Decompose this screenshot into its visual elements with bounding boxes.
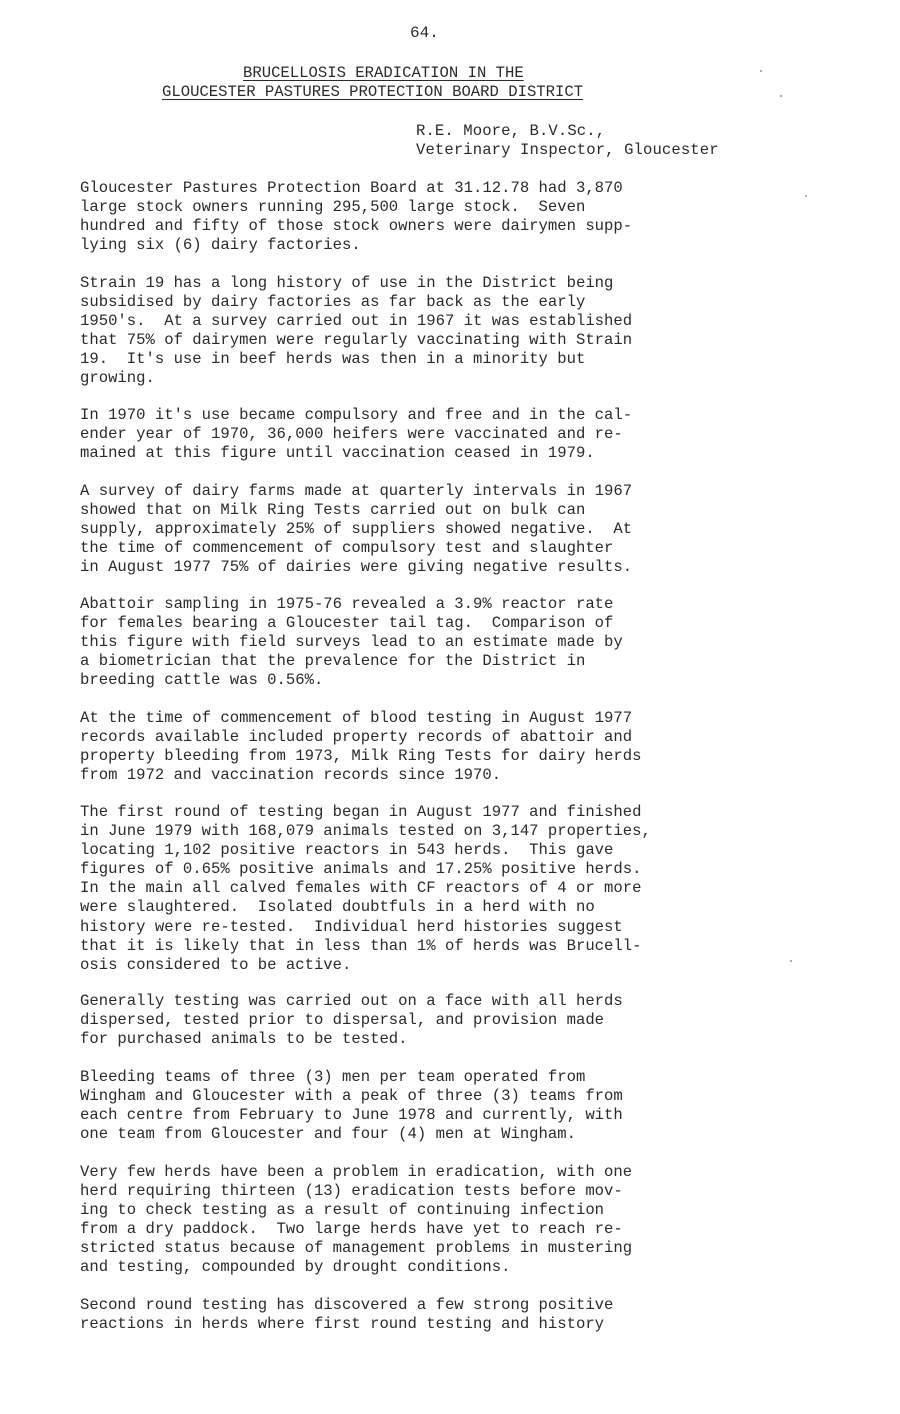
text-line: that it is likely that in less than 1% of herds was Brucell- xyxy=(80,936,642,955)
text-line: in August 1977 75% of dairies were giving negative results. xyxy=(80,558,633,577)
title-line-2: GLOUCESTER PASTURES PROTECTION BOARD DISTRICT xyxy=(162,83,584,101)
text-line: Strain 19 has a long history of use in the District being xyxy=(80,274,614,292)
paragraph xyxy=(80,1163,632,1278)
text-line: reactions in herds where first round testing and history xyxy=(80,1315,605,1334)
text-line: dispersed, tested prior to dispersal, and provision made xyxy=(80,1011,605,1030)
text-line: Wingham and Gloucester with a peak of three (3) teams from xyxy=(80,1087,623,1106)
text-line: Abattoir sampling in 1975-76 revealed a 3.9% reactor rate xyxy=(80,595,614,613)
text-line: Bleeding teams of three (3) men per team operated from xyxy=(80,1068,586,1086)
text-line: mained at this figure until vaccination ceased in 1979. xyxy=(80,444,595,463)
text-line: Gloucester Pastures Protection Board at 31.12.78 had 3,870 xyxy=(80,179,623,197)
paragraph xyxy=(80,1068,623,1144)
text-line: for females bearing a Gloucester tail tag. Comparison of xyxy=(80,614,614,633)
paragraph xyxy=(80,179,632,255)
text-line: stricted status because of management problems in mustering xyxy=(80,1239,633,1258)
text-line: and testing, compounded by drought conditions. xyxy=(80,1258,511,1277)
text-line: were slaughtered. Isolated doubtfuls in a herd with no xyxy=(80,898,595,917)
text-line: each centre from February to June 1978 and currently, with xyxy=(80,1106,623,1125)
author-position: Veterinary Inspector, Gloucester xyxy=(416,141,719,159)
text-line: in June 1979 with 168,079 animals tested on 3,147 properties, xyxy=(80,822,651,841)
text-line: Generally testing was carried out on a face with all herds xyxy=(80,992,623,1010)
text-line: history were re-tested. Individual herd histories suggest xyxy=(80,917,623,936)
text-line: growing. xyxy=(80,369,155,388)
text-line: one team from Gloucester and four (4) men at Wingham. xyxy=(80,1125,576,1144)
text-line: ender year of 1970, 36,000 heifers were vaccinated and re- xyxy=(80,425,623,444)
text-line: hundred and fifty of those stock owners were dairymen supp- xyxy=(80,217,633,236)
paragraph xyxy=(80,803,651,975)
scan-speck xyxy=(790,960,792,962)
text-line: a biometrician that the prevalence for the District in xyxy=(80,652,586,671)
text-line: from 1972 and vaccination records since 1970. xyxy=(80,766,502,785)
text-line: In the main all calved females with CF reactors of 4 or more xyxy=(80,879,642,898)
text-line: osis considered to be active. xyxy=(80,955,352,974)
text-line: ing to check testing as a result of continuing infection xyxy=(80,1201,605,1220)
text-line: 1950's. At a survey carried out in 1967 it was established xyxy=(80,312,633,331)
paragraph xyxy=(80,595,623,690)
paragraph xyxy=(80,992,623,1049)
text-line: herd requiring thirteen (13) eradication tests before mov- xyxy=(80,1182,623,1201)
text-line: subsidised by dairy factories as far back as the early xyxy=(80,293,586,312)
scan-speck xyxy=(805,195,807,197)
text-line: locating 1,102 positive reactors in 543 herds. This gave xyxy=(80,841,614,860)
text-line: from a dry paddock. Two large herds have yet to reach re- xyxy=(80,1220,623,1239)
text-line: property bleeding from 1973, Milk Ring Tests for dairy herds xyxy=(80,747,642,766)
text-line: this figure with field surveys lead to an estimate made by xyxy=(80,633,623,652)
text-line: that 75% of dairymen were regularly vaccinating with Strain xyxy=(80,331,633,350)
text-line: A survey of dairy farms made at quarterly intervals in 1967 xyxy=(80,482,633,500)
text-line: Second round testing has discovered a few strong positive xyxy=(80,1296,614,1314)
text-line: Very few herds have been a problem in eradication, with one xyxy=(80,1163,633,1181)
text-line: the time of commencement of compulsory test and slaughter xyxy=(80,539,614,558)
scan-speck xyxy=(760,70,762,72)
text-line: 19. It's use in beef herds was then in a minority but xyxy=(80,350,586,369)
text-line: figures of 0.65% positive animals and 17.25% positive herds. xyxy=(80,860,642,879)
paragraph xyxy=(80,709,641,785)
text-line: In 1970 it's use became compulsory and free and in the cal- xyxy=(80,406,633,424)
scan-speck xyxy=(780,95,782,97)
text-line: lying six (6) dairy factories. xyxy=(80,236,361,255)
paragraph xyxy=(80,1296,613,1334)
paragraph xyxy=(80,482,632,577)
title-line-1: BRUCELLOSIS ERADICATION IN THE xyxy=(243,64,524,82)
text-line: records available included property records of abattoir and xyxy=(80,728,633,747)
text-line: large stock owners running 295,500 large stock. Seven xyxy=(80,198,586,217)
page-number: 64. xyxy=(410,24,439,42)
text-line: supply, approximately 25% of suppliers showed negative. At xyxy=(80,520,633,539)
text-line: At the time of commencement of blood testing in August 1977 xyxy=(80,709,633,727)
author-name: R.E. Moore, B.V.Sc., xyxy=(416,122,606,140)
text-line: for purchased animals to be tested. xyxy=(80,1030,408,1049)
paragraph xyxy=(80,406,632,463)
text-line: breeding cattle was 0.56%. xyxy=(80,671,324,690)
text-line: showed that on Milk Ring Tests carried out on bulk can xyxy=(80,501,586,520)
paragraph xyxy=(80,274,632,389)
text-line: The first round of testing began in August 1977 and finished xyxy=(80,803,642,821)
